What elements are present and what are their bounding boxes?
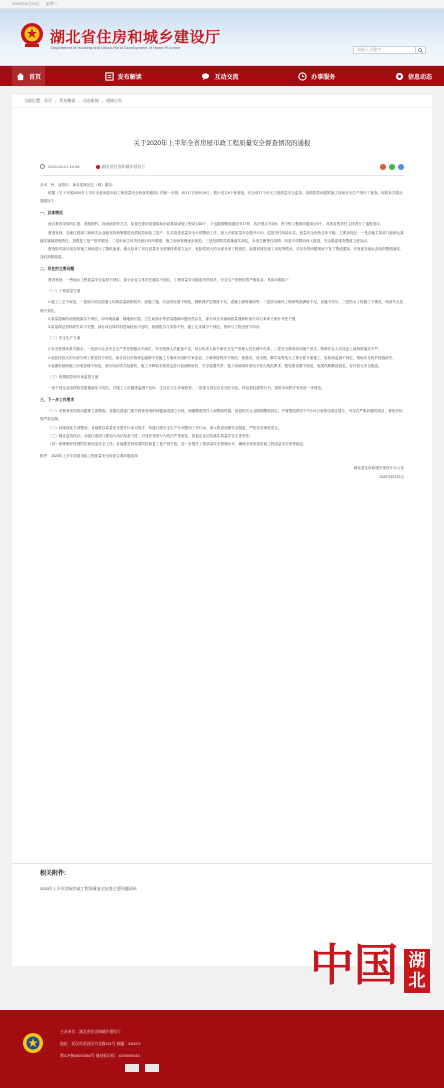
- article-paragraph: （四）统筹做好疫情防控和质量安全工作。各地要坚持疫情防控和复工复产两手抓，进一步提升工程质量安全管理水平，确保全省房屋市政工程质量安全形势稳定。: [48, 441, 307, 446]
- article-paragraph: （一）对督查发现的问题要立即整改。各级住建部门要对督查发现的问题逐项建立台账，明确整改责任人和整改时限，督促相关企业限期整改到位，并将整改情况于7月10日前报送省住建厅。对存在严重问题的项目，要依法依规严肃处理。: [40, 409, 403, 422]
- article-paragraph: 督查组对部分项目的施工现场进行了随机抽查，重点检查了项目质量安全管理体系建立运行、危险性较大的分部分项工程管控、起重机械及施工用电等情况，对存在的问题现场下发了整改通知，并督促各地认真组织整改落实，及时消除隐患。: [40, 246, 404, 260]
- article-paragraph: 1.施工工艺不规范。一是部分项目混凝土结构质量缺陷较多，如施工缝、后浇带处理不规范，钢筋保护层厚度不足，混凝土蜂窝麻面等；二是部分砌体工程砂浆饱满度不足，灰缝不均匀；三是防水工程施工不规范，细部节点处理不到位。: [40, 300, 404, 313]
- subsection-heading: （一）工程质量方面: [48, 289, 81, 294]
- breadcrumb-separator: ›: [55, 98, 57, 104]
- nav-item-home[interactable]: [12, 66, 45, 86]
- nav-label: 发布解读: [117, 74, 142, 81]
- article-paragraph: （三）强化监管执法。各级住建部门要加大执法检查力度，对违法违规行为依法严肃查处，督促企业切实落实质量安全主体责任。: [48, 433, 253, 438]
- qzone-share-icon[interactable]: [398, 164, 404, 170]
- search-icon: [418, 48, 423, 53]
- article-paragraph: 根据《关于开展2020年上半年全省房屋市政工程质量安全督查的通知》的统一安排，5月17日至6月9日，我厅成立6个督查组，对全省17个市区工程质量安全监管、疫情防控和建筑施工现场安全生产进行了督查。现将有关情况通报如下：: [40, 191, 403, 204]
- search-input[interactable]: 请输入关键字: [353, 46, 416, 54]
- nav-label: 信息动态: [407, 74, 432, 81]
- police-badge-icon: [22, 1032, 44, 1054]
- top-info-bar: [0, 0, 444, 9]
- article-title: 关于2020年上半年全省房屋市政工程质量安全督查情况的通报: [133, 140, 311, 147]
- chat-icon: [201, 72, 210, 81]
- nav-label: 互动交流: [214, 74, 239, 81]
- breadcrumb-link-notice[interactable]: 通知公告: [106, 98, 123, 103]
- current-weekday: 星期二: [45, 1, 58, 6]
- article-paragraph: 2.质量通病防治措施落实不到位。如外墙渗漏、楼地面开裂、卫生间渗水等质量通病问题仍然存在，部分项目未编制质量通病防治专项方案或方案针对性不强。: [48, 316, 299, 321]
- national-emblem-icon: [20, 21, 44, 49]
- article-paragraph: 2.危险性较大的分部分项工程管控不到位。部分项目未按规定编制专项施工方案或未组织专家论证，方案审批程序不规范；深基坑、高支模、脚手架等危大工程未按方案施工，验收和监测不到位，现场安全防护措施缺失。: [48, 355, 396, 360]
- weibo-share-icon[interactable]: [380, 164, 386, 170]
- article-paragraph: 督查发现，各地住建部门和相关企业能坚持统筹推进疫情防控和复工复产，扎实推进质量安全专项整治工作，深入开展质量安全提升行动，监管责任持续压实，质量安全形势总体平稳。主要表现在：一是各地主管部门能够认真落实属地管理责任，加强复工复产指导服务；二是市场主体责任意识有所增强，施工现场管理逐步规范；三是疫情防控措施落实到位，未发生聚集性疫情；四是专项整治深入推进，安全隐患排查整改力度加大。: [40, 230, 404, 243]
- subsection-heading: （三）疫情防控和市场监管方面: [48, 375, 99, 380]
- source-icon: [96, 165, 100, 169]
- article-paragraph: 一是个别企业疫情防控措施落实不到位，对施工人员健康监测不及时，生活区卫生环境较差；二是部分项目存在违法分包、转包和挂靠等行为，建筑市场秩序有待进一步规范。: [48, 386, 325, 391]
- article-paragraph: 此次督查采取听汇报、查阅资料、现场抽查等方式，检查在建房屋建筑和市政基础设施工程项目83个、下达限期整改通知书17份、执法建议书3份，责令停工整改问题项目5个，对涉及的责任主体进行了通报批评。: [48, 222, 384, 227]
- breadcrumb-link-publish[interactable]: 发布解读: [59, 98, 76, 103]
- article-paragraph: 督查发现，一些地区工程质量安全监管不到位，部分企业主体责任落实不到位，工程质量安全隐患仍然较多，安全生产形势依然严峻复杂。具体问题如下：: [48, 278, 293, 283]
- nav-item-service[interactable]: [298, 72, 335, 81]
- footer-address: 地址：武汉市武昌区中北路101号 邮编：430071: [60, 1042, 141, 1046]
- footer-badges: [125, 1064, 159, 1072]
- nav-item-publish[interactable]: [105, 72, 142, 81]
- article-source-label: 湖北省住房和城乡建设厅: [101, 163, 146, 169]
- subsection-heading: （二）安全生产方面: [48, 336, 81, 341]
- signature-line: 2020年6月22日: [379, 474, 404, 479]
- signature-line: 湖北省住房和城乡建设厅办公室: [353, 466, 404, 471]
- attachment-link[interactable]: 2020年上半年房屋市政工程质量安全检查主要问题清单: [40, 886, 137, 891]
- breadcrumb-separator: ›: [78, 98, 80, 104]
- article-paragraph: 3.起重机械和施工用电管理不规范。部分项目塔式起重机、施工升降机未按规定进行检测和验收，安全装置失效；施工现场临时用电不符合规范要求，配电箱设置不规范，电缆线路敷设混乱，存在较大安全隐患。: [48, 363, 382, 368]
- article-body: [40, 181, 404, 481]
- wechat-share-icon[interactable]: [389, 164, 395, 170]
- article-meta: [40, 158, 404, 176]
- current-date: 2020年6月23日: [12, 1, 40, 6]
- footer-sponsor: 主办单位：湖北省住房和城乡建设厅: [60, 1030, 121, 1034]
- search-button[interactable]: [416, 46, 426, 54]
- breadcrumb: [12, 95, 432, 108]
- watermark-region-badge: 湖北: [404, 949, 430, 993]
- news-icon: [395, 72, 404, 81]
- breadcrumb-link-news[interactable]: 动态新闻: [82, 98, 99, 103]
- breadcrumb-link-home[interactable]: 首页: [44, 98, 52, 103]
- site-header: [0, 9, 444, 66]
- footer-icp: 鄂ICP备05003364号 网站标识码：4200000043: [60, 1054, 140, 1058]
- attachment-divider: [12, 863, 432, 864]
- watermark-logo-text: 中国: [310, 940, 398, 991]
- section-heading: 二、存在的主要问题: [40, 266, 75, 271]
- article-container: [12, 108, 432, 966]
- home-icon: [16, 72, 25, 81]
- share-bar: [380, 164, 404, 170]
- article-paragraph: 1.安全管理体系不健全。一是部分企业安全生产责任制落实不到位，安全管理人员配备不足，项目负责人和专职安全生产管理人员长期不在岗；二是安全教育培训流于形式，特种作业人员持证上岗制度落实不严。: [48, 347, 382, 352]
- nav-label: 办事服务: [311, 74, 336, 81]
- site-subtitle: Department of Housing and Urban-Rural Development of Hubei Province: [51, 45, 181, 50]
- breadcrumb-prefix: 当前位置：: [24, 98, 44, 103]
- nav-item-interaction[interactable]: [201, 72, 238, 81]
- article-paragraph: 各市、州、直管市、神农架林区住（城）建局:: [40, 183, 113, 187]
- publish-icon: [105, 72, 114, 81]
- accessibility-badge[interactable]: [145, 1064, 159, 1072]
- article-paragraph: 附件：2020年上半年房屋市政工程质量安全检查主要问题清单: [40, 454, 138, 459]
- article-source: [96, 164, 146, 170]
- attachments-title: 相关附件:: [40, 871, 66, 877]
- article-date: 2020-06-23 14:58: [48, 164, 80, 169]
- clock-icon: [40, 164, 45, 169]
- site-title: 湖北省住房和城乡建设厅: [50, 28, 221, 46]
- article-paragraph: （二）持续深化专项整治。各地要以质量安全提升行动为抓手，持续开展安全生产专项整治三年行动，深入排查治理安全隐患，严防各类事故发生。: [48, 425, 282, 430]
- site-footer: [0, 1010, 444, 1088]
- main-nav: [0, 66, 444, 86]
- section-heading: 三、下一步工作要求: [40, 397, 75, 402]
- gov-error-report-badge[interactable]: [125, 1064, 139, 1072]
- nav-item-news[interactable]: [395, 72, 432, 81]
- nav-label: 首页: [29, 74, 42, 81]
- section-heading: 一、总体情况: [40, 211, 63, 216]
- article-paragraph: 3.质量保证资料缺失或不完整。部分项目原材料进场检验不及时，检测报告与实物不符，施工记录填写不规范，资料与工程进度不同步。: [48, 325, 264, 330]
- breadcrumb-separator: ›: [101, 98, 104, 104]
- service-icon: [298, 72, 307, 81]
